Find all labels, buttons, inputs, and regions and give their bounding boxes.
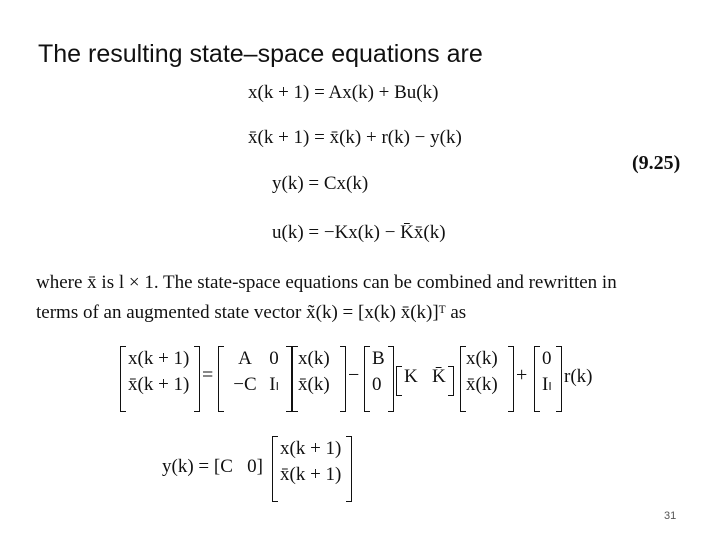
b-row-1: B bbox=[372, 348, 385, 369]
input-matrix bbox=[372, 346, 385, 398]
equation-number: (9.25) bbox=[632, 152, 681, 174]
lhs-row-2: x̄(k + 1) bbox=[128, 374, 190, 395]
plus-sign: + bbox=[516, 364, 528, 386]
equation-integrator: x̄(k + 1) = x̄(k) + r(k) − y(k) bbox=[248, 127, 462, 148]
lhs-vector bbox=[128, 346, 189, 398]
gain-vector: K K̄ bbox=[404, 366, 446, 387]
output-equation-lhs: y(k) = [C 0] bbox=[162, 456, 263, 477]
lhs-row-1: x(k + 1) bbox=[128, 348, 190, 369]
state-row-2: x̄(k) bbox=[298, 374, 330, 395]
state2-row-1: x(k) bbox=[466, 348, 498, 369]
r-row-2: Iₗ bbox=[542, 374, 552, 395]
b-row-2: 0 bbox=[372, 374, 382, 395]
system-matrix bbox=[226, 346, 284, 398]
state-vector-2 bbox=[466, 346, 498, 398]
r-row-1: 0 bbox=[542, 348, 552, 369]
a11: A bbox=[238, 348, 252, 369]
page-number: 31 bbox=[664, 510, 677, 522]
equals-sign: = bbox=[202, 364, 214, 386]
equation-control-law: u(k) = −Kx(k) − K̄x̄(k) bbox=[272, 222, 446, 243]
output-state-row-2: x̄(k + 1) bbox=[280, 464, 342, 485]
state-vector bbox=[298, 346, 330, 398]
slide-title: The resulting state–space equations are bbox=[38, 40, 483, 68]
reference-signal: r(k) bbox=[564, 366, 593, 387]
output-state-vector bbox=[280, 436, 341, 488]
a21: −C bbox=[233, 374, 257, 395]
state2-row-2: x̄(k) bbox=[466, 374, 498, 395]
minus-sign: − bbox=[348, 364, 360, 386]
output-state-row-1: x(k + 1) bbox=[280, 438, 342, 459]
a22: Iₗ bbox=[269, 374, 279, 395]
paragraph-line-2: terms of an augmented state vector x̃(k) = [x(k) x̄(k)]ᵀ as bbox=[36, 302, 467, 323]
equation-state-update: x(k + 1) = Ax(k) + Bu(k) bbox=[248, 82, 439, 103]
a12: 0 bbox=[269, 348, 279, 369]
paragraph-line-1: where x̄ is l × 1. The state-space equations can be combined and rewritten in bbox=[36, 272, 617, 293]
state-row-1: x(k) bbox=[298, 348, 330, 369]
equation-output: y(k) = Cx(k) bbox=[272, 173, 369, 194]
reference-matrix bbox=[542, 346, 552, 398]
